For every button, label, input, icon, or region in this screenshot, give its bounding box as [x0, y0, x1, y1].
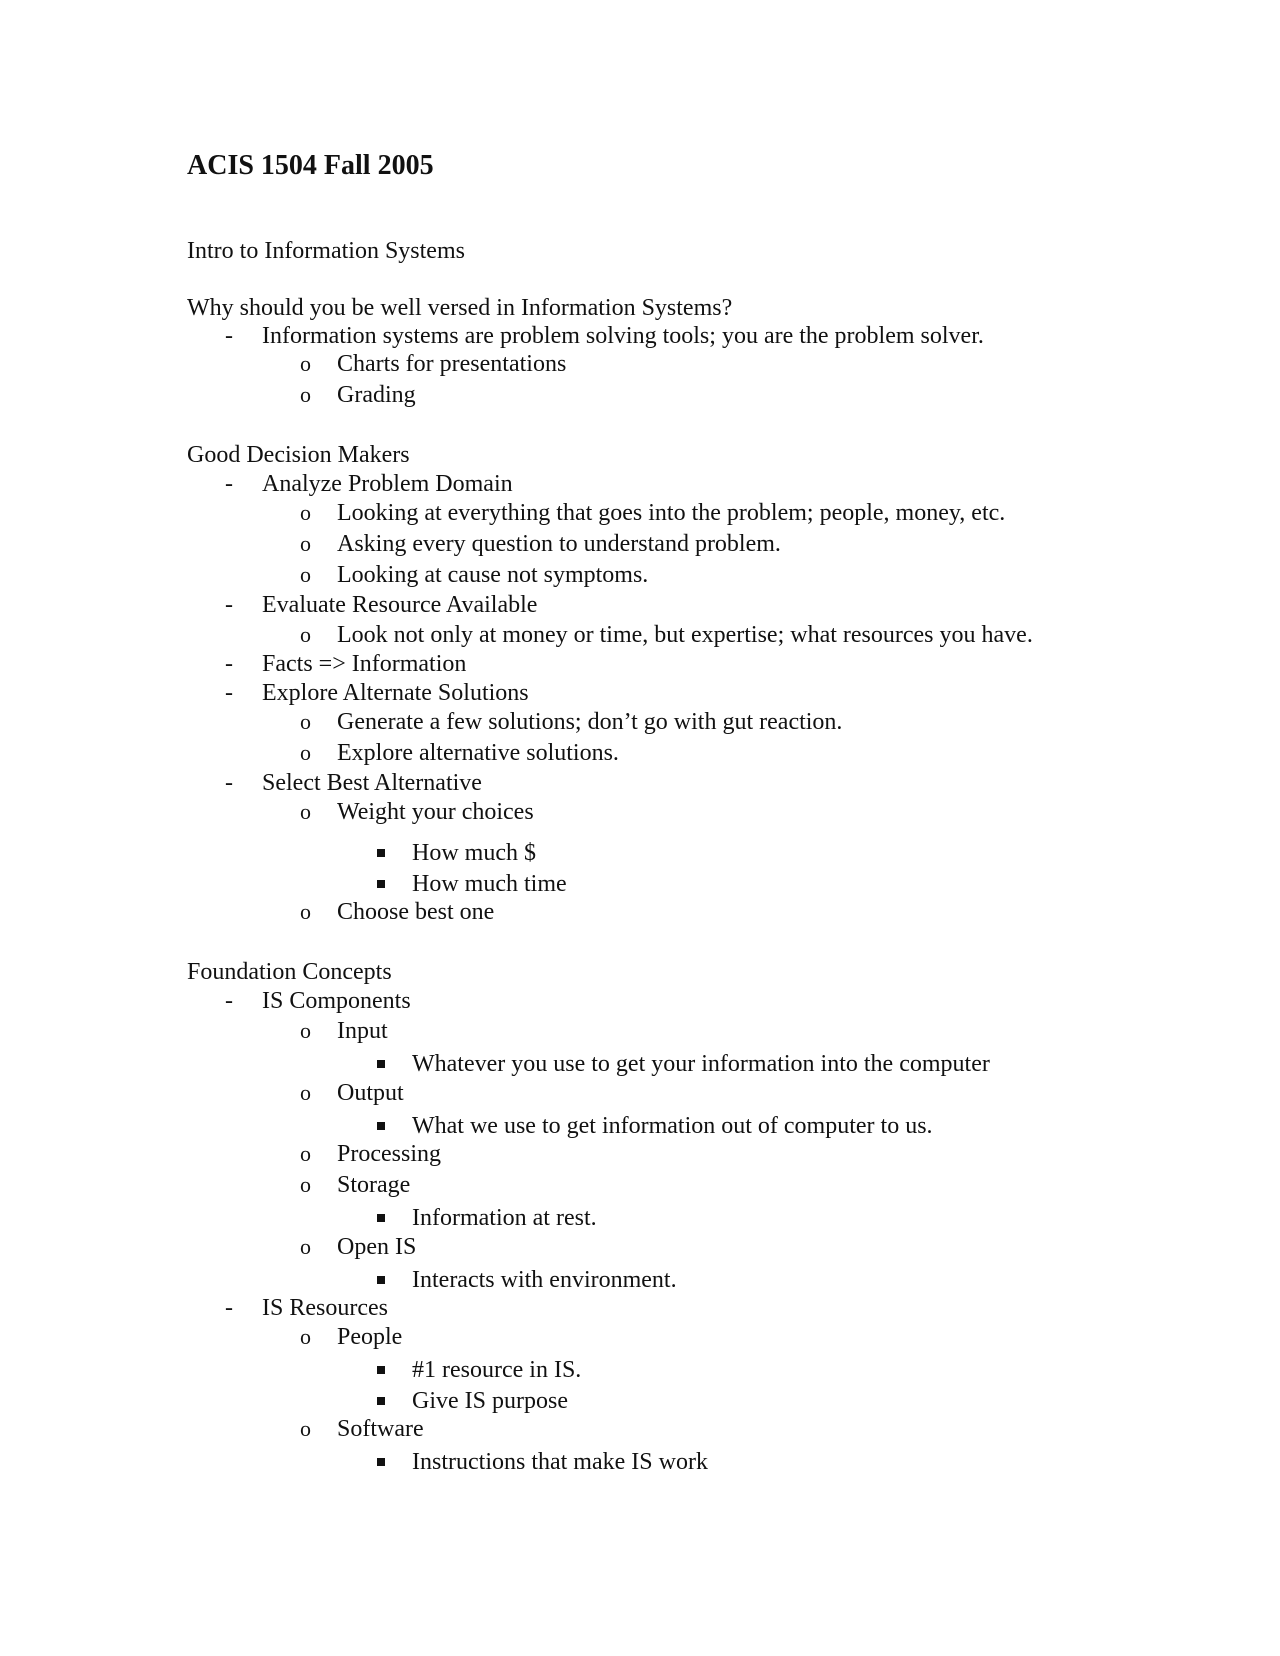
section-heading: Why should you be well versed in Information Systems?	[187, 295, 733, 321]
dash-bullet: -	[225, 770, 233, 796]
circle-bullet: o	[300, 622, 311, 647]
list-item: Information systems are problem solving tools; you are the problem solver.	[262, 323, 984, 349]
list-item: Interacts with environment.	[412, 1267, 677, 1293]
list-item: Evaluate Resource Available	[262, 592, 538, 618]
dash-bullet: -	[225, 651, 233, 677]
list-item: Input	[337, 1018, 388, 1044]
circle-bullet: o	[300, 799, 311, 824]
list-item: Looking at cause not symptoms.	[337, 562, 649, 588]
list-item: Storage	[337, 1172, 411, 1198]
list-item: Give IS purpose	[412, 1388, 568, 1414]
circle-bullet: o	[300, 500, 311, 525]
list-item: Select Best Alternative	[262, 770, 482, 796]
square-bullet	[377, 1214, 385, 1222]
square-bullet	[377, 880, 385, 888]
dash-bullet: -	[225, 592, 233, 618]
circle-bullet: o	[300, 531, 311, 556]
list-item: What we use to get information out of computer to us.	[412, 1113, 933, 1139]
circle-bullet: o	[300, 1324, 311, 1349]
list-item: Look not only at money or time, but expertise; what resources you have.	[337, 622, 1033, 648]
list-item: Asking every question to understand problem.	[337, 531, 781, 557]
circle-bullet: o	[300, 899, 311, 924]
section-heading: Good Decision Makers	[187, 442, 410, 468]
list-item: Explore Alternate Solutions	[262, 680, 529, 706]
list-item: Facts => Information	[262, 651, 467, 677]
list-item: Software	[337, 1416, 424, 1442]
list-item: Analyze Problem Domain	[262, 471, 513, 497]
list-item: How much time	[412, 871, 567, 897]
circle-bullet: o	[300, 562, 311, 587]
dash-bullet: -	[225, 680, 233, 706]
list-item: Information at rest.	[412, 1205, 597, 1231]
circle-bullet: o	[300, 1416, 311, 1441]
list-item: Charts for presentations	[337, 351, 567, 377]
dash-bullet: -	[225, 1295, 233, 1321]
list-item: Output	[337, 1080, 404, 1106]
circle-bullet: o	[300, 351, 311, 376]
circle-bullet: o	[300, 1234, 311, 1259]
list-item: Open IS	[337, 1234, 417, 1260]
circle-bullet: o	[300, 1018, 311, 1043]
list-item: Generate a few solutions; don’t go with gut reaction.	[337, 709, 843, 735]
square-bullet	[377, 1122, 385, 1130]
list-item: #1 resource in IS.	[412, 1357, 582, 1383]
list-item: Grading	[337, 382, 416, 408]
list-item: Choose best one	[337, 899, 495, 925]
square-bullet	[377, 1060, 385, 1068]
square-bullet	[377, 1366, 385, 1374]
circle-bullet: o	[300, 382, 311, 407]
circle-bullet: o	[300, 740, 311, 765]
square-bullet	[377, 1397, 385, 1405]
list-item: Explore alternative solutions.	[337, 740, 619, 766]
circle-bullet: o	[300, 1172, 311, 1197]
list-item: IS Components	[262, 988, 411, 1014]
document-title: ACIS 1504 Fall 2005	[187, 150, 434, 181]
list-item: Weight your choices	[337, 799, 534, 825]
list-item: Whatever you use to get your information into the computer	[412, 1051, 990, 1077]
square-bullet	[377, 1276, 385, 1284]
circle-bullet: o	[300, 1080, 311, 1105]
list-item: People	[337, 1324, 403, 1350]
dash-bullet: -	[225, 988, 233, 1014]
list-item: Instructions that make IS work	[412, 1449, 708, 1475]
list-item: IS Resources	[262, 1295, 388, 1321]
dash-bullet: -	[225, 471, 233, 497]
square-bullet	[377, 1458, 385, 1466]
list-item: Processing	[337, 1141, 441, 1167]
list-item: Looking at everything that goes into the problem; people, money, etc.	[337, 500, 1006, 526]
circle-bullet: o	[300, 1141, 311, 1166]
circle-bullet: o	[300, 709, 311, 734]
square-bullet	[377, 849, 385, 857]
section-heading: Foundation Concepts	[187, 959, 392, 985]
dash-bullet: -	[225, 323, 233, 349]
list-item: How much $	[412, 840, 536, 866]
section-heading: Intro to Information Systems	[187, 238, 465, 264]
